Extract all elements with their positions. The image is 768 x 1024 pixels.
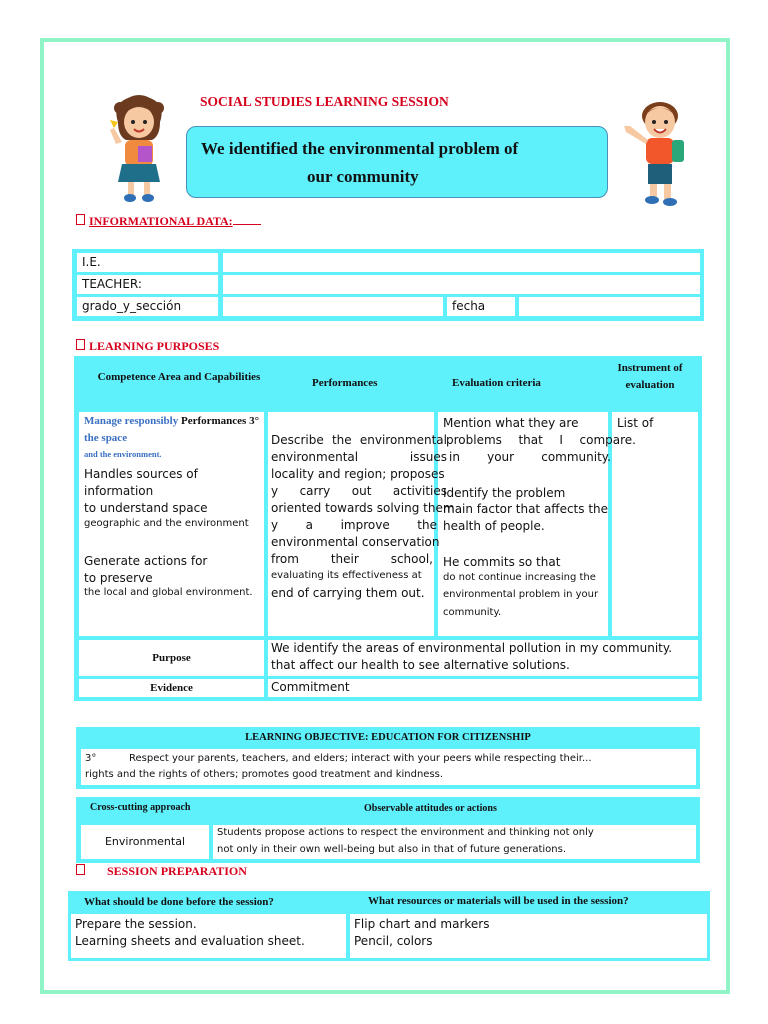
checkbox-bullet-icon	[76, 339, 85, 350]
manage-line: Manage responsibly Performances 3°	[84, 415, 259, 427]
evidence-label: Evidence	[79, 679, 264, 697]
before-line-2: Learning sheets and evaluation sheet.	[75, 934, 305, 948]
col-criteria: Evaluation criteria	[452, 377, 541, 389]
purposes-table	[74, 356, 702, 701]
evidence-value: Commitment	[268, 679, 698, 697]
perf-line-6: y a improve the	[271, 518, 437, 532]
crit-line-10: community.	[443, 607, 502, 618]
crit-line-8: do not continue increasing the	[443, 572, 596, 583]
ie-field[interactable]	[223, 253, 700, 272]
crosscutting-table	[76, 797, 700, 863]
generate-2: to preserve	[84, 571, 153, 585]
space-line: the space	[84, 432, 128, 444]
resources-line-1: Flip chart and markers	[354, 917, 490, 931]
topic-line-1: We identified the environmental problem of	[201, 139, 519, 158]
teacher-field[interactable]	[223, 275, 700, 294]
fecha-field[interactable]	[519, 297, 700, 316]
perf-line-7: environmental conservation	[271, 535, 440, 549]
generate-3: the local and global environment.	[84, 587, 253, 598]
objective-body	[81, 749, 696, 785]
generate-1: Generate actions for	[84, 554, 208, 568]
preparation-col1: What should be done before the session?	[84, 896, 274, 908]
col-performances: Performances	[312, 377, 378, 389]
resources-cell	[350, 914, 707, 958]
instrument-value: List of	[617, 416, 654, 430]
objective-line-1: Respect your parents, teachers, and elders; interact with your peers while respecting their...	[129, 753, 592, 764]
handles-2: information	[84, 484, 154, 498]
objective-grade: 3°	[85, 753, 97, 764]
informational-table	[72, 249, 704, 321]
perf-line-2: environmental issues	[271, 450, 447, 464]
crosscutting-row-cell	[213, 825, 696, 859]
environment-line: and the environment.	[84, 449, 162, 459]
crit-line-1: Mention what they are	[443, 416, 579, 430]
objective-table	[76, 727, 700, 789]
crit-line-4: Identify the problem	[443, 486, 566, 500]
informational-heading: INFORMATIONAL DATA:	[76, 214, 261, 229]
checkbox-bullet-icon	[76, 864, 85, 875]
crit-line-5: main factor that affects the	[443, 502, 609, 516]
girl-illustration	[108, 92, 170, 204]
crit-line-7: He commits so that	[443, 555, 561, 569]
objective-heading: LEARNING OBJECTIVE: EDUCATION FOR CITIZENSHIP	[245, 732, 531, 743]
grado-label: grado_y_sección	[77, 297, 218, 316]
crit-line-2: problems that I compare.	[446, 433, 636, 447]
crosscutting-line-1: Students propose actions to respect the environment and thinking not only	[217, 827, 594, 838]
perf-line-4: y carry out activities	[271, 484, 447, 498]
topic-banner	[186, 126, 608, 198]
purpose-cell	[268, 640, 698, 676]
col-competence: Competence Area and Capabilities	[97, 371, 261, 383]
crosscutting-row-label: Environmental	[81, 825, 209, 859]
purpose-line-1: We identify the areas of environmental pollution in my community.	[271, 641, 673, 655]
teacher-label: TEACHER:	[77, 275, 218, 294]
crosscutting-line-2: not only in their own well-being but also in that of future generations.	[217, 844, 567, 855]
crit-line-6: health of people.	[443, 519, 545, 533]
perf-line-5: oriented towards solving them	[271, 501, 455, 515]
objective-line-2: rights and the rights of others; promotes good treatment and kindness.	[85, 769, 444, 780]
handles-4: geographic and the environment	[84, 518, 249, 529]
preparation-heading: SESSION PREPARATION	[76, 864, 247, 879]
checkbox-bullet-icon	[76, 214, 85, 225]
before-line-1: Prepare the session.	[75, 917, 197, 931]
perf-line-8: from their school,	[271, 552, 433, 566]
crit-line-3: in your community.	[449, 450, 611, 464]
handles-3: to understand space	[84, 501, 208, 515]
perf-line-3: locality and region; proposes	[271, 467, 445, 481]
crosscutting-col1: Cross-cutting approach	[90, 802, 191, 813]
ie-label: I.E.	[77, 253, 218, 272]
handles-1: Handles sources of	[84, 467, 198, 481]
session-title: SOCIAL STUDIES LEARNING SESSION	[200, 94, 449, 109]
grado-field[interactable]	[223, 297, 443, 316]
purposes-heading: LEARNING PURPOSES	[76, 339, 219, 354]
boy-illustration	[620, 92, 698, 210]
preparation-col2: What resources or materials will be used in the session?	[368, 895, 629, 907]
perf-line-9: evaluating its effectiveness at	[271, 570, 422, 581]
perf-line-10: end of carrying them out.	[271, 586, 425, 600]
col-instrument: Instrument of evaluation	[617, 362, 683, 391]
topic-line-2: our community	[307, 167, 419, 186]
crosscutting-col2: Observable attitudes or actions	[364, 803, 497, 814]
before-cell	[71, 914, 346, 958]
perf-line-1: Describe the environmental	[271, 433, 447, 447]
purpose-line-2: that affect our health to see alternative solutions.	[271, 658, 570, 672]
crit-line-9: environmental problem in your	[443, 589, 599, 600]
resources-line-2: Pencil, colors	[354, 934, 433, 948]
purpose-label: Purpose	[79, 640, 264, 676]
preparation-table	[68, 891, 710, 961]
fecha-label: fecha	[447, 297, 515, 316]
